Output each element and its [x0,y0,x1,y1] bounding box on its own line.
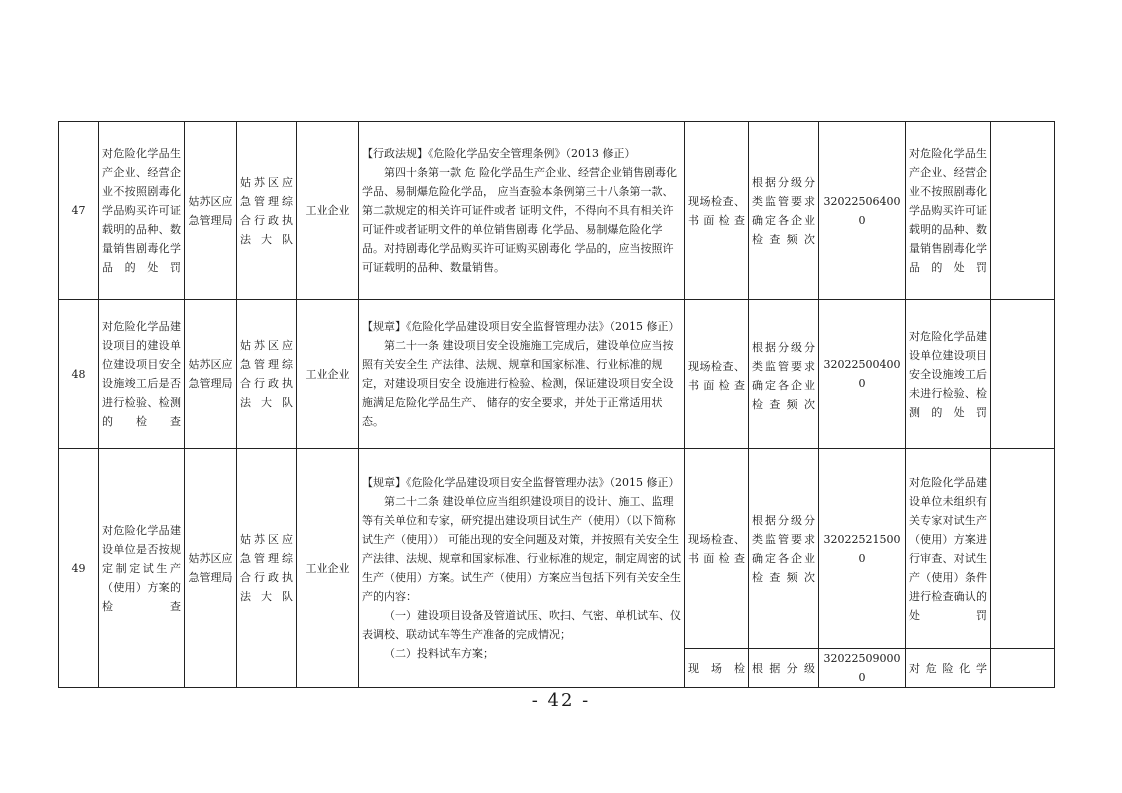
row-number: 48 [59,300,99,449]
inspection-method: 现场检查、书面检查 [685,300,749,449]
department: 姑苏区应急管理局 [185,300,237,449]
legal-basis [359,122,685,300]
item-code: 320225215000 [819,449,906,649]
enforcement-team: 姑苏区应急管理综合行政执法大队 [237,300,297,449]
inspection-item: 对危险化学品建设单位是否按规定制定试生产（使用）方案的检查 [99,449,185,688]
inspection-target: 工业企业 [297,122,359,300]
item-name: 对危险化学 [906,649,991,688]
enforcement-team: 姑苏区应急管理综合行政执法大队 [237,122,297,300]
inspection-table [58,121,1055,688]
item-name: 对危险化学品建设单位建设项目安全设施竣工后未进行检验、检测的处罚 [906,300,991,449]
table-row [59,300,1055,449]
remarks-cell [991,449,1055,649]
inspection-item: 对危险化学品建设项目的建设单位建设项目安全设施竣工后是否进行检验、检测的检查 [99,300,185,449]
inspection-method: 现场检查、书面检查 [685,122,749,300]
department: 姑苏区应急管理局 [185,122,237,300]
inspection-method: 现场检查、书面检查 [685,449,749,649]
legal-text: 第四十条第一款 危 险化学品生产企业、经营企业销售剧毒化学品、易制爆危险化学品， 应当查验本条例第三十八条第一款、第二款规定的相关许可证件或者 证明文件，不得向不具有相关许可证件或者证明文件的单位销售剧毒 化学品、易制爆危险化学品。对持剧毒化学品购买许可证购买剧毒化 学品的，应当按照许可证载明的品种、数量销售。 [362,166,677,274]
inspection-method: 现场检 [685,649,749,688]
remarks-cell [991,300,1055,449]
legal-heading: 【规章】《危险化学品建设项目安全监督管理办法》（2015 修正） [362,320,680,333]
legal-basis [359,300,685,449]
inspection-item: 对危险化学品生产企业、经营企业不按照剧毒化学品购买许可证载明的品种、数量销售剧毒化学品的处罚 [99,122,185,300]
legal-text: 第二十二条 建设单位应当组织建设项目的设计、施工、监理等有关单位和专家，研究提出建设项目试生产（使用）（以下简称试生产（使用）） 可能出现的安全问题及对策，并按照有关安全生产法律、法规、规章和国家标准、行业标准的规定，制定周密的试生产（使用）方案。试生产（使用）方案应当包括下列有关安全生产的内容： [362,495,681,603]
inspection-frequency: 根据分级 [749,649,819,688]
item-code: 320225004000 [819,300,906,449]
inspection-target: 工业企业 [297,449,359,688]
inspection-frequency: 根据分级分类监管要求确定各企业检查频次 [749,122,819,300]
item-name: 对危险化学品生产企业、经营企业不按照剧毒化学品购买许可证载明的品种、数量销售剧毒化学品的处罚 [906,122,991,300]
legal-text: （一）建设项目设备及管道试压、吹扫、气密、单机试车、仪表调校、联动试车等生产准备的完成情况； [362,609,681,641]
legal-heading: 【规章】《危险化学品建设项目安全监督管理办法》（2015 修正） [362,476,680,489]
inspection-frequency: 根据分级分类监管要求确定各企业检查频次 [749,300,819,449]
remarks-cell [991,122,1055,300]
legal-basis [359,449,685,688]
item-code: 320225064000 [819,122,906,300]
table-row [59,449,1055,649]
inspection-frequency: 根据分级分类监管要求确定各企业检查频次 [749,449,819,649]
legal-text: （二）投料试车方案； [384,647,494,660]
table-row [59,122,1055,300]
remarks-cell [991,649,1055,688]
legal-text: 第二十一条 建设项目安全设施施工完成后，建设单位应当按照有关安全生 产法律、法规、规章和国家标准、行业标准的规定，对建设项目安全 设施进行检验、检测，保证建设项目安全设施满足危险化学品生产、 储存的安全要求，并处于正常适用状态。 [362,339,674,428]
page-number: - 42 - [531,690,591,711]
enforcement-team: 姑苏区应急管理综合行政执法大队 [237,449,297,688]
item-code: 320225090000 [819,649,906,688]
row-number: 47 [59,122,99,300]
inspection-target: 工业企业 [297,300,359,449]
legal-heading: 【行政法规】《危险化学品安全管理条例》（2013 修正） [362,147,636,160]
department: 姑苏区应急管理局 [185,449,237,688]
item-name: 对危险化学品建设单位未组织有关专家对试生产（使用）方案进行审查、对试生产（使用）条件进行检查确认的处罚 [906,449,991,649]
row-number: 49 [59,449,99,688]
